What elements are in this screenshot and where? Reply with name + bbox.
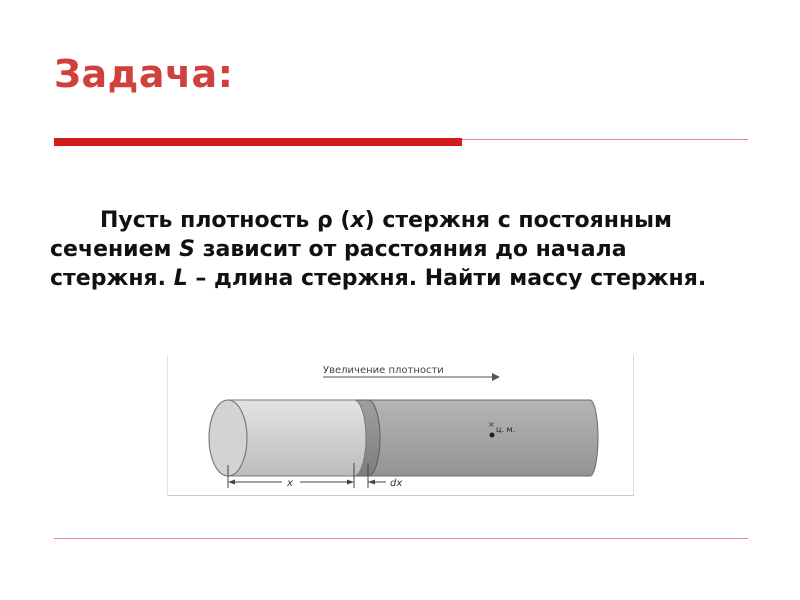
dim-dx-arrow (368, 480, 375, 485)
problem-var-x: x (350, 208, 365, 233)
rod-right-part (358, 400, 598, 476)
problem-var-s: S (179, 237, 196, 262)
title-underline-thin (462, 139, 748, 140)
center-of-mass-dot (490, 433, 495, 438)
bottom-rule (54, 538, 748, 539)
center-of-mass-label: ц. м. (496, 425, 516, 434)
rod-diagram-svg (168, 355, 633, 495)
dim-x-arrow-left (228, 480, 235, 485)
dim-x-label: x (287, 478, 293, 489)
rod-end-face (209, 400, 247, 476)
dim-dx-label: dx (390, 478, 403, 489)
problem-var-l: L (173, 266, 188, 291)
problem-statement (50, 206, 710, 293)
rod-diagram (167, 355, 634, 496)
problem-text-4: – длина стержня. Найти массу стержня. (187, 266, 707, 291)
density-arrow-label: Увеличение плотности (323, 365, 444, 376)
dim-x-arrow-right (347, 480, 354, 485)
slide-title: Задача: (54, 52, 234, 96)
density-arrow-head (492, 373, 500, 381)
problem-text-3: зависит от расстояния до начала стержня. (50, 237, 627, 291)
problem-text-1: Пусть плотность ρ ( (100, 208, 351, 233)
title-underline-thick (54, 138, 462, 146)
center-of-mass-x-mark: × (488, 420, 495, 429)
rod-left-part (228, 400, 366, 476)
problem-text-2: ) стержня с постоянным сечением (50, 208, 673, 262)
